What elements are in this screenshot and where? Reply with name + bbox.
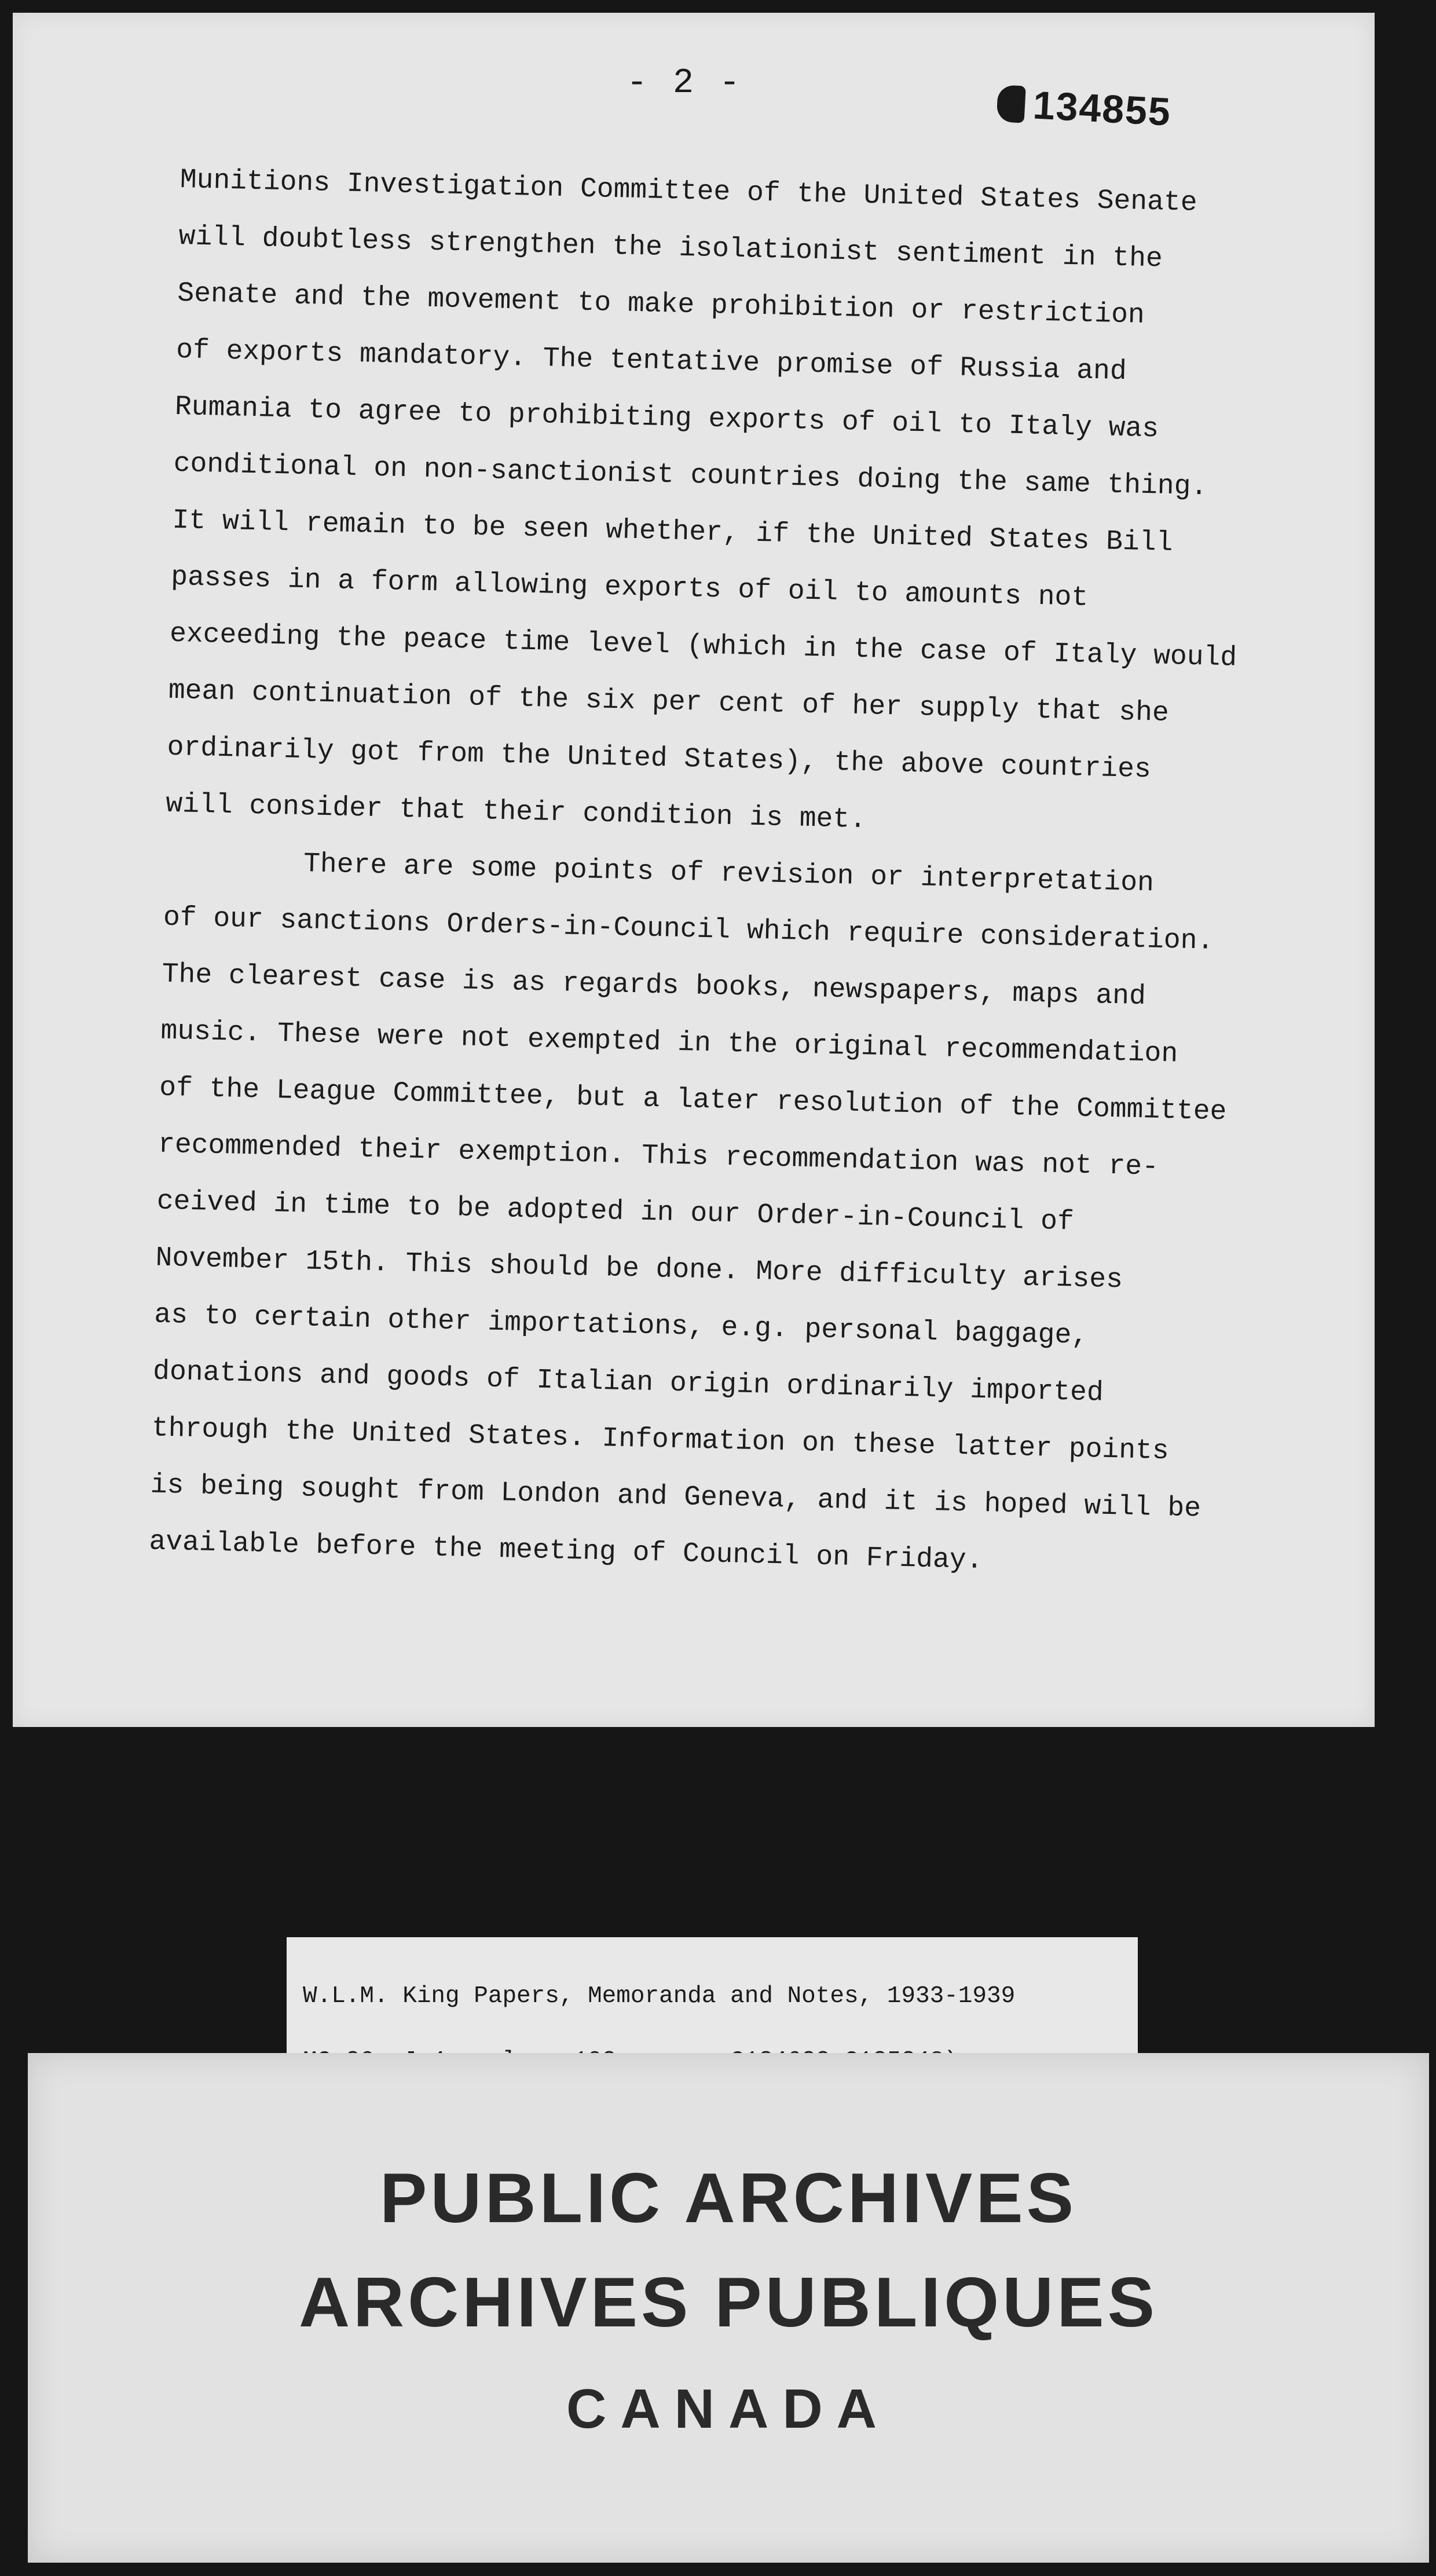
archives-country: CANADA xyxy=(566,2378,891,2440)
archives-title-french: ARCHIVES PUBLIQUES xyxy=(298,2263,1159,2341)
typed-body xyxy=(148,152,1309,1596)
stamp-number: 134855 xyxy=(1032,83,1173,134)
public-archives-card xyxy=(28,2053,1429,2563)
archive-reference-label xyxy=(287,1937,1138,2053)
paragraph-1: Munitions Investigation Committee of the United States Senate will doubtless strengthen the isolationist sentiment in the Senate and the movement to make prohibition or restriction of exports mandatory. The tentative promise of Russia and Rumania to agree to prohibiting exports of oil to Italy was conditional on non-sanctionist countries doing the same thing. It will remain to be seen whether, if the United States Bill passes in a form allowing exports of oil to amounts not exceeding the peace time level (which in the case of Italy would mean continuation of the six per cent of her supply that she ordinarily got from the United States), the above countries will consider that their condition is met. xyxy=(165,164,1237,836)
document-number-stamp xyxy=(996,80,1173,135)
archives-title-english: PUBLIC ARCHIVES xyxy=(380,2158,1077,2237)
stamp-c-mark-icon xyxy=(997,85,1026,123)
paragraph-2: There are some points of revision or interpretation of our sanctions Orders-in-Council which require consideration. The clearest case is as regards books, newspapers, maps and music. These were not exempted in the original recommendation of the League Committee, but a later resolution of the Committee recommended their exemption. This recommendation was not re- ceived in time to be adopted in our Order-in-Council of November 15th. This should be done. More difficulty arises as to certain other importations, e.g. personal baggage, donations and goods of Italian origin ordinarily imported through the United States. Information on these latter points is being sought from London and Geneva, and it is hoped will be available before the meeting of Council on Friday. xyxy=(148,848,1227,1577)
archive-label-line-1: W.L.M. King Papers, Memoranda and Notes, 1933-1939 xyxy=(303,1983,1016,2010)
page-number: - 2 - xyxy=(627,64,743,103)
document-page xyxy=(13,13,1375,1727)
